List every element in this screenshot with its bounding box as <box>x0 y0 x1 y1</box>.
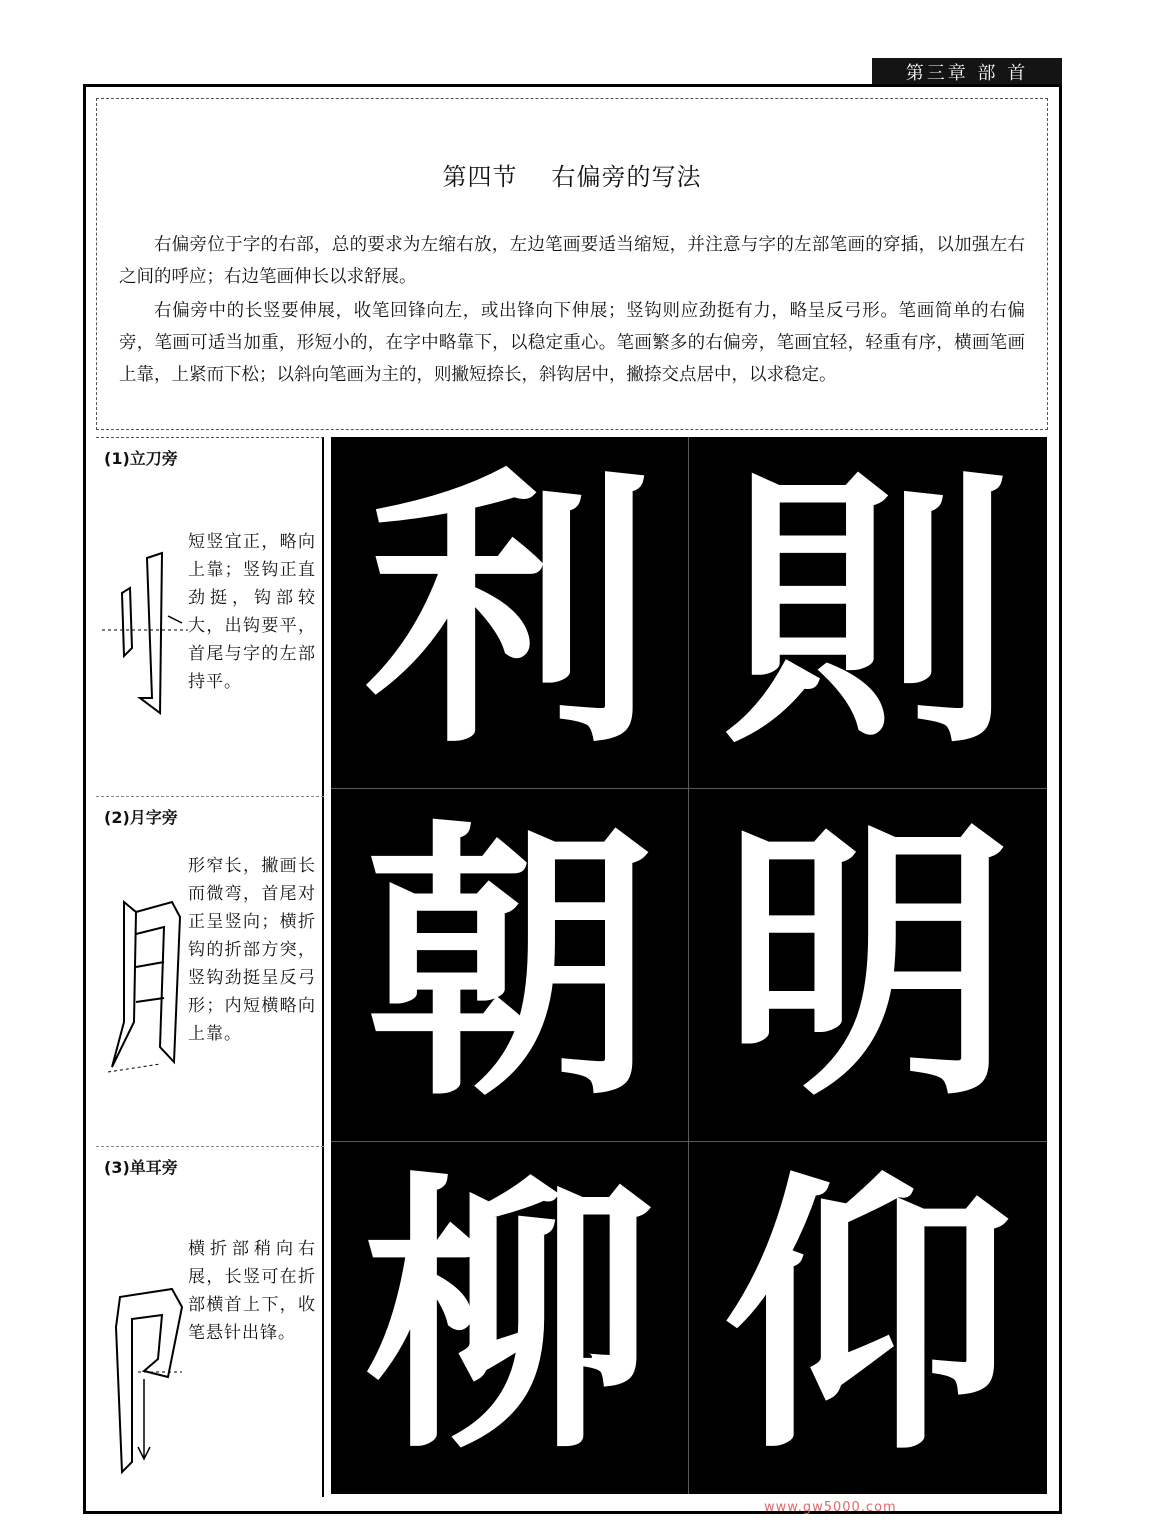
radical-block-daner <box>96 1146 324 1499</box>
radical-description: 短竖宜正，略向上靠；竖钩正直劲挺，钩部较大，出钩要平，首尾与字的左部持平。 <box>188 532 316 692</box>
intro-box <box>96 98 1048 430</box>
section-heading: 右偏旁的写法 <box>551 163 702 191</box>
character-cell <box>689 789 1047 1141</box>
calligraphy-character: 則 <box>723 442 1013 783</box>
watermark: www.gw5000.com <box>764 1500 897 1515</box>
radical-title: (2)月字旁 <box>104 808 178 827</box>
section-number: 第四节 <box>442 163 518 191</box>
calligraphy-character: 柳 <box>364 1147 655 1488</box>
section-title <box>97 157 1047 192</box>
character-cell <box>331 789 689 1141</box>
chapter-tab: 第三章 部 首 <box>872 58 1062 86</box>
radical-column <box>96 437 324 1497</box>
intro-paragraph-1: 右偏旁位于字的右部，总的要求为左缩右放，左边笔画要适当缩短，并注意与字的左部笔画的穿插，以加强左右之间的呼应；右边笔画伸长以求舒展。 <box>119 235 1025 287</box>
character-cell <box>331 437 689 789</box>
character-cell <box>689 437 1047 789</box>
radical-title: (3)单耳旁 <box>104 1158 178 1177</box>
radical-block-lidao <box>96 438 324 796</box>
radical-description: 形窄长，撇画长而微弯，首尾对正呈竖向；横折钩的折部方突，竖钩劲挺呈反弓形；内短横略向上靠。 <box>188 856 316 1044</box>
radical-outline-daner <box>102 1267 188 1477</box>
calligraphy-character: 朝 <box>364 794 655 1135</box>
calligraphy-character: 利 <box>364 442 655 783</box>
character-cell <box>331 1142 689 1494</box>
character-cell <box>689 1142 1047 1494</box>
radical-description: 横折部稍向右展，长竖可在折部横首上下，收笔悬针出锋。 <box>188 1239 316 1343</box>
calligraphy-character: 仰 <box>723 1147 1013 1488</box>
radical-title: (1)立刀旁 <box>104 449 178 468</box>
calligraphy-grid <box>331 437 1047 1494</box>
radical-outline-yue <box>102 872 188 1082</box>
calligraphy-character: 明 <box>723 794 1013 1135</box>
radical-outline-lidao <box>102 538 188 738</box>
intro-paragraph-2: 右偏旁中的长竖要伸展，收笔回锋向左，或出锋向下伸展；竖钩则应劲挺有力，略呈反弓形。笔画简单的右偏旁，笔画可适当加重，形短小的，在字中略靠下，以稳定重心。笔画繁多的右偏旁，笔画宜轻，轻重有序，横画笔画上靠，上紧而下松；以斜向笔画为主的，则撇短捺长，斜钩居中，撇捺交点居中，以求稳定。 <box>119 301 1025 385</box>
radical-block-yue <box>96 796 324 1147</box>
